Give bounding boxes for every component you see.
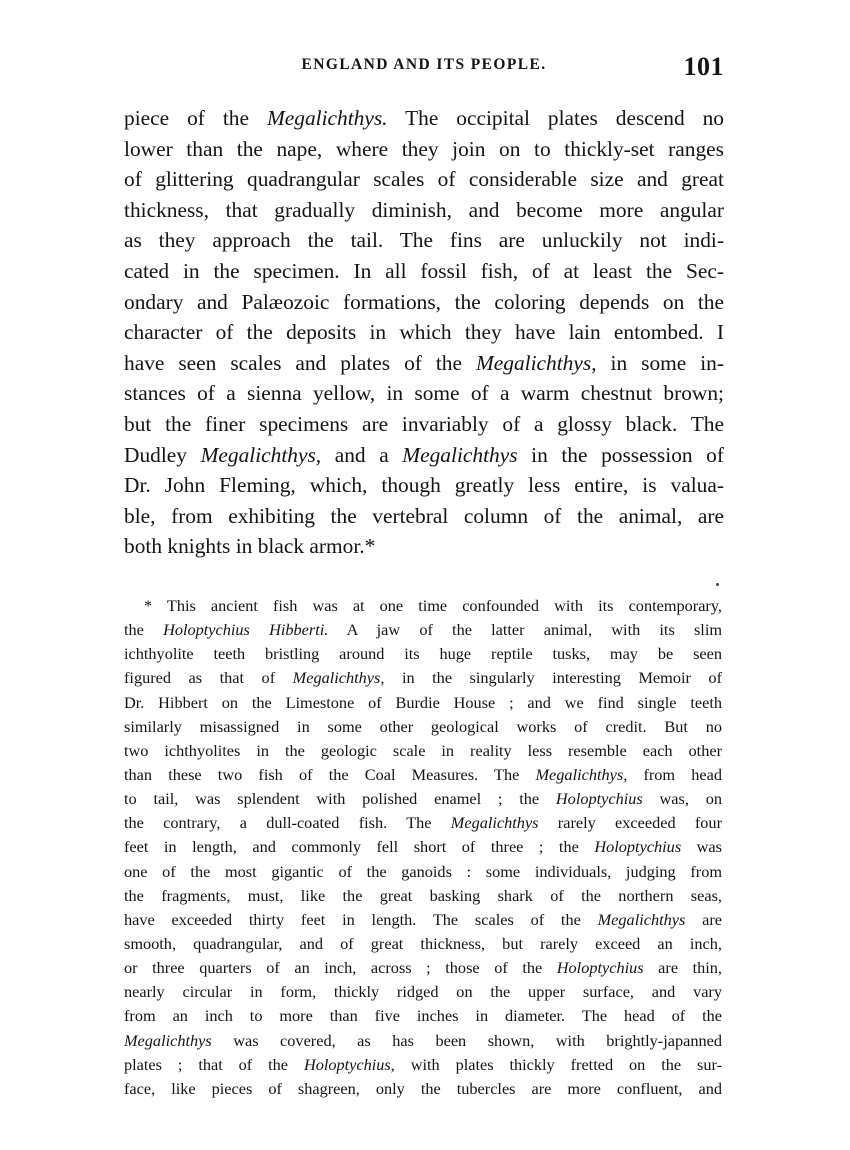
- italic-text: Megalichthys: [402, 442, 518, 467]
- italic-text: Megalichthys.: [266, 106, 388, 130]
- italic-text: Megalichthys,: [200, 442, 322, 467]
- body-line: [124, 195, 724, 226]
- text-run: from head: [627, 764, 722, 784]
- italic-text: Megalichthys: [124, 1030, 212, 1050]
- text-run: ble, from exhibiting the vertebral column of the animal, are: [124, 503, 724, 528]
- body-line: [124, 440, 724, 471]
- body-line: [124, 317, 724, 348]
- page-number: 101: [683, 52, 724, 81]
- footnote-line: [124, 884, 722, 908]
- text-run: The occipital plates descend no: [387, 106, 724, 130]
- text-run: smooth, quadrangular, and of great thickness, but rarely exceed an inch,: [124, 933, 722, 953]
- footnote-line: [124, 811, 722, 835]
- footnote: [124, 594, 722, 1101]
- text-run: A jaw of the latter animal, with its slim: [328, 620, 722, 640]
- footnote-line: [124, 1053, 722, 1077]
- body-line: [124, 164, 724, 195]
- text-run: the contrary, a dull-coated fish. The: [124, 813, 451, 833]
- text-run: the: [124, 620, 164, 640]
- text-run: in the possession of: [517, 442, 724, 467]
- text-run: Dudley: [124, 442, 201, 467]
- text-run: plates ; that of the: [124, 1054, 304, 1074]
- footnote-line: [124, 739, 722, 763]
- footnote-line: [124, 618, 722, 642]
- footnote-line: [124, 932, 722, 956]
- body-line: [124, 501, 724, 532]
- text-run: was: [681, 837, 722, 857]
- italic-text: Megalichthys,: [535, 764, 628, 784]
- text-run: from an inch to more than five inches in diameter. The head of the: [124, 1006, 722, 1026]
- text-run: in some in-: [596, 350, 724, 375]
- italic-text: Megalichthys,: [292, 668, 385, 688]
- text-run: Dr. John Fleming, which, though greatly less entire, is valua-: [124, 473, 724, 498]
- text-run: the fragments, must, like the great basking shark of the northern seas,: [124, 885, 722, 905]
- body-line: [124, 287, 724, 318]
- footnote-line: [124, 980, 722, 1004]
- body-line: [124, 256, 724, 287]
- footnote-line: [124, 956, 722, 980]
- footnote-line: [124, 1077, 722, 1101]
- text-run: Dr. Hibbert on the Limestone of Burdie House ; and we find single teeth: [124, 692, 722, 712]
- footnote-line: [124, 835, 722, 859]
- text-run: figured as that of: [124, 668, 293, 688]
- text-run: feet in length, and commonly fell short of three ; the: [124, 837, 595, 857]
- running-title: ENGLAND AND ITS PEOPLE.: [301, 56, 547, 73]
- text-run: with plates thickly fretted on the sur-: [394, 1054, 722, 1074]
- text-run: ichthyolite teeth bristling around its huge reptile tusks, may be seen: [124, 644, 722, 664]
- text-run: one of the most gigantic of the ganoids : some individuals, judging from: [124, 861, 722, 881]
- italic-text: Holoptychius Hibberti.: [163, 620, 329, 640]
- italic-text: Holoptychius: [594, 837, 682, 857]
- footnote-line: [124, 787, 722, 811]
- text-run: or three quarters of an inch, across ; those of the: [124, 958, 557, 978]
- body-line: [124, 470, 724, 501]
- text-run: * This ancient fish was at one time confounded with its contemporary,: [144, 596, 722, 615]
- text-run: as they approach the tail. The fins are unluckily not indi-: [124, 228, 724, 253]
- italic-text: Megalichthys: [597, 909, 686, 929]
- text-run: stances of a sienna yellow, in some of a warm chestnut brown;: [124, 381, 724, 406]
- text-run: piece of the: [124, 106, 267, 130]
- text-run: to tail, was splendent with polished enamel ; the: [124, 789, 556, 809]
- text-run: cated in the specimen. In all fossil fish, of at least the Sec-: [124, 258, 724, 283]
- text-run: but the finer specimens are invariably of a glossy black. The: [124, 411, 724, 436]
- text-run: and a: [321, 442, 403, 467]
- italic-text: Holoptychius: [555, 789, 643, 809]
- text-run: than these two fish of the Coal Measures. The: [124, 764, 536, 784]
- text-run: lower than the nape, where they join on to thickly-set ranges: [124, 136, 724, 161]
- text-run: face, like pieces of shagreen, only the tubercles are more confluent, and: [124, 1078, 722, 1098]
- body-line: [124, 103, 724, 134]
- italic-text: Holoptychius,: [303, 1054, 395, 1074]
- body-line: [124, 348, 724, 379]
- text-run: two ichthyolites in the geologic scale in reality less resemble each other: [124, 740, 722, 760]
- italic-text: Megalichthys,: [475, 350, 597, 375]
- footnote-line: [124, 908, 722, 932]
- italic-text: Holoptychius: [556, 958, 644, 978]
- text-run: are: [685, 909, 722, 929]
- text-run: was covered, as has been shown, with brightly-japanned: [211, 1030, 722, 1050]
- footnote-line: [124, 594, 722, 618]
- print-speck: [716, 583, 719, 586]
- body-line: [124, 531, 724, 562]
- text-run: have seen scales and plates of the: [124, 350, 476, 375]
- text-run: thickness, that gradually diminish, and become more angular: [124, 197, 724, 222]
- body-text: [124, 103, 724, 562]
- footnote-line: [124, 642, 722, 666]
- footnote-line: [124, 691, 722, 715]
- body-line: [124, 225, 724, 256]
- text-run: are thin,: [643, 958, 722, 978]
- running-head: [124, 52, 724, 88]
- footnote-line: [124, 1029, 722, 1053]
- text-run: of glittering quadrangular scales of considerable size and great: [124, 167, 724, 192]
- footnote-line: [124, 860, 722, 884]
- footnote-line: [124, 763, 722, 787]
- footnote-line: [124, 1004, 722, 1028]
- footnote-line: [124, 715, 722, 739]
- text-run: similarly misassigned in some other geological works of credit. But no: [124, 716, 722, 736]
- text-run: ondary and Palæozoic formations, the coloring depends on the: [124, 289, 724, 314]
- body-line: [124, 409, 724, 440]
- text-run: have exceeded thirty feet in length. The scales of the: [124, 909, 598, 929]
- text-run: in the singularly interesting Memoir of: [384, 668, 722, 688]
- text-run: both knights in black armor.*: [124, 534, 376, 559]
- text-run: was, on: [642, 789, 722, 809]
- body-line: [124, 134, 724, 165]
- italic-text: Megalichthys: [450, 813, 539, 833]
- text-run: nearly circular in form, thickly ridged on the upper surface, and vary: [124, 982, 722, 1002]
- text-run: character of the deposits in which they have lain entombed. I: [124, 320, 724, 345]
- text-run: rarely exceeded four: [538, 813, 722, 833]
- body-line: [124, 378, 724, 409]
- footnote-line: [124, 666, 722, 690]
